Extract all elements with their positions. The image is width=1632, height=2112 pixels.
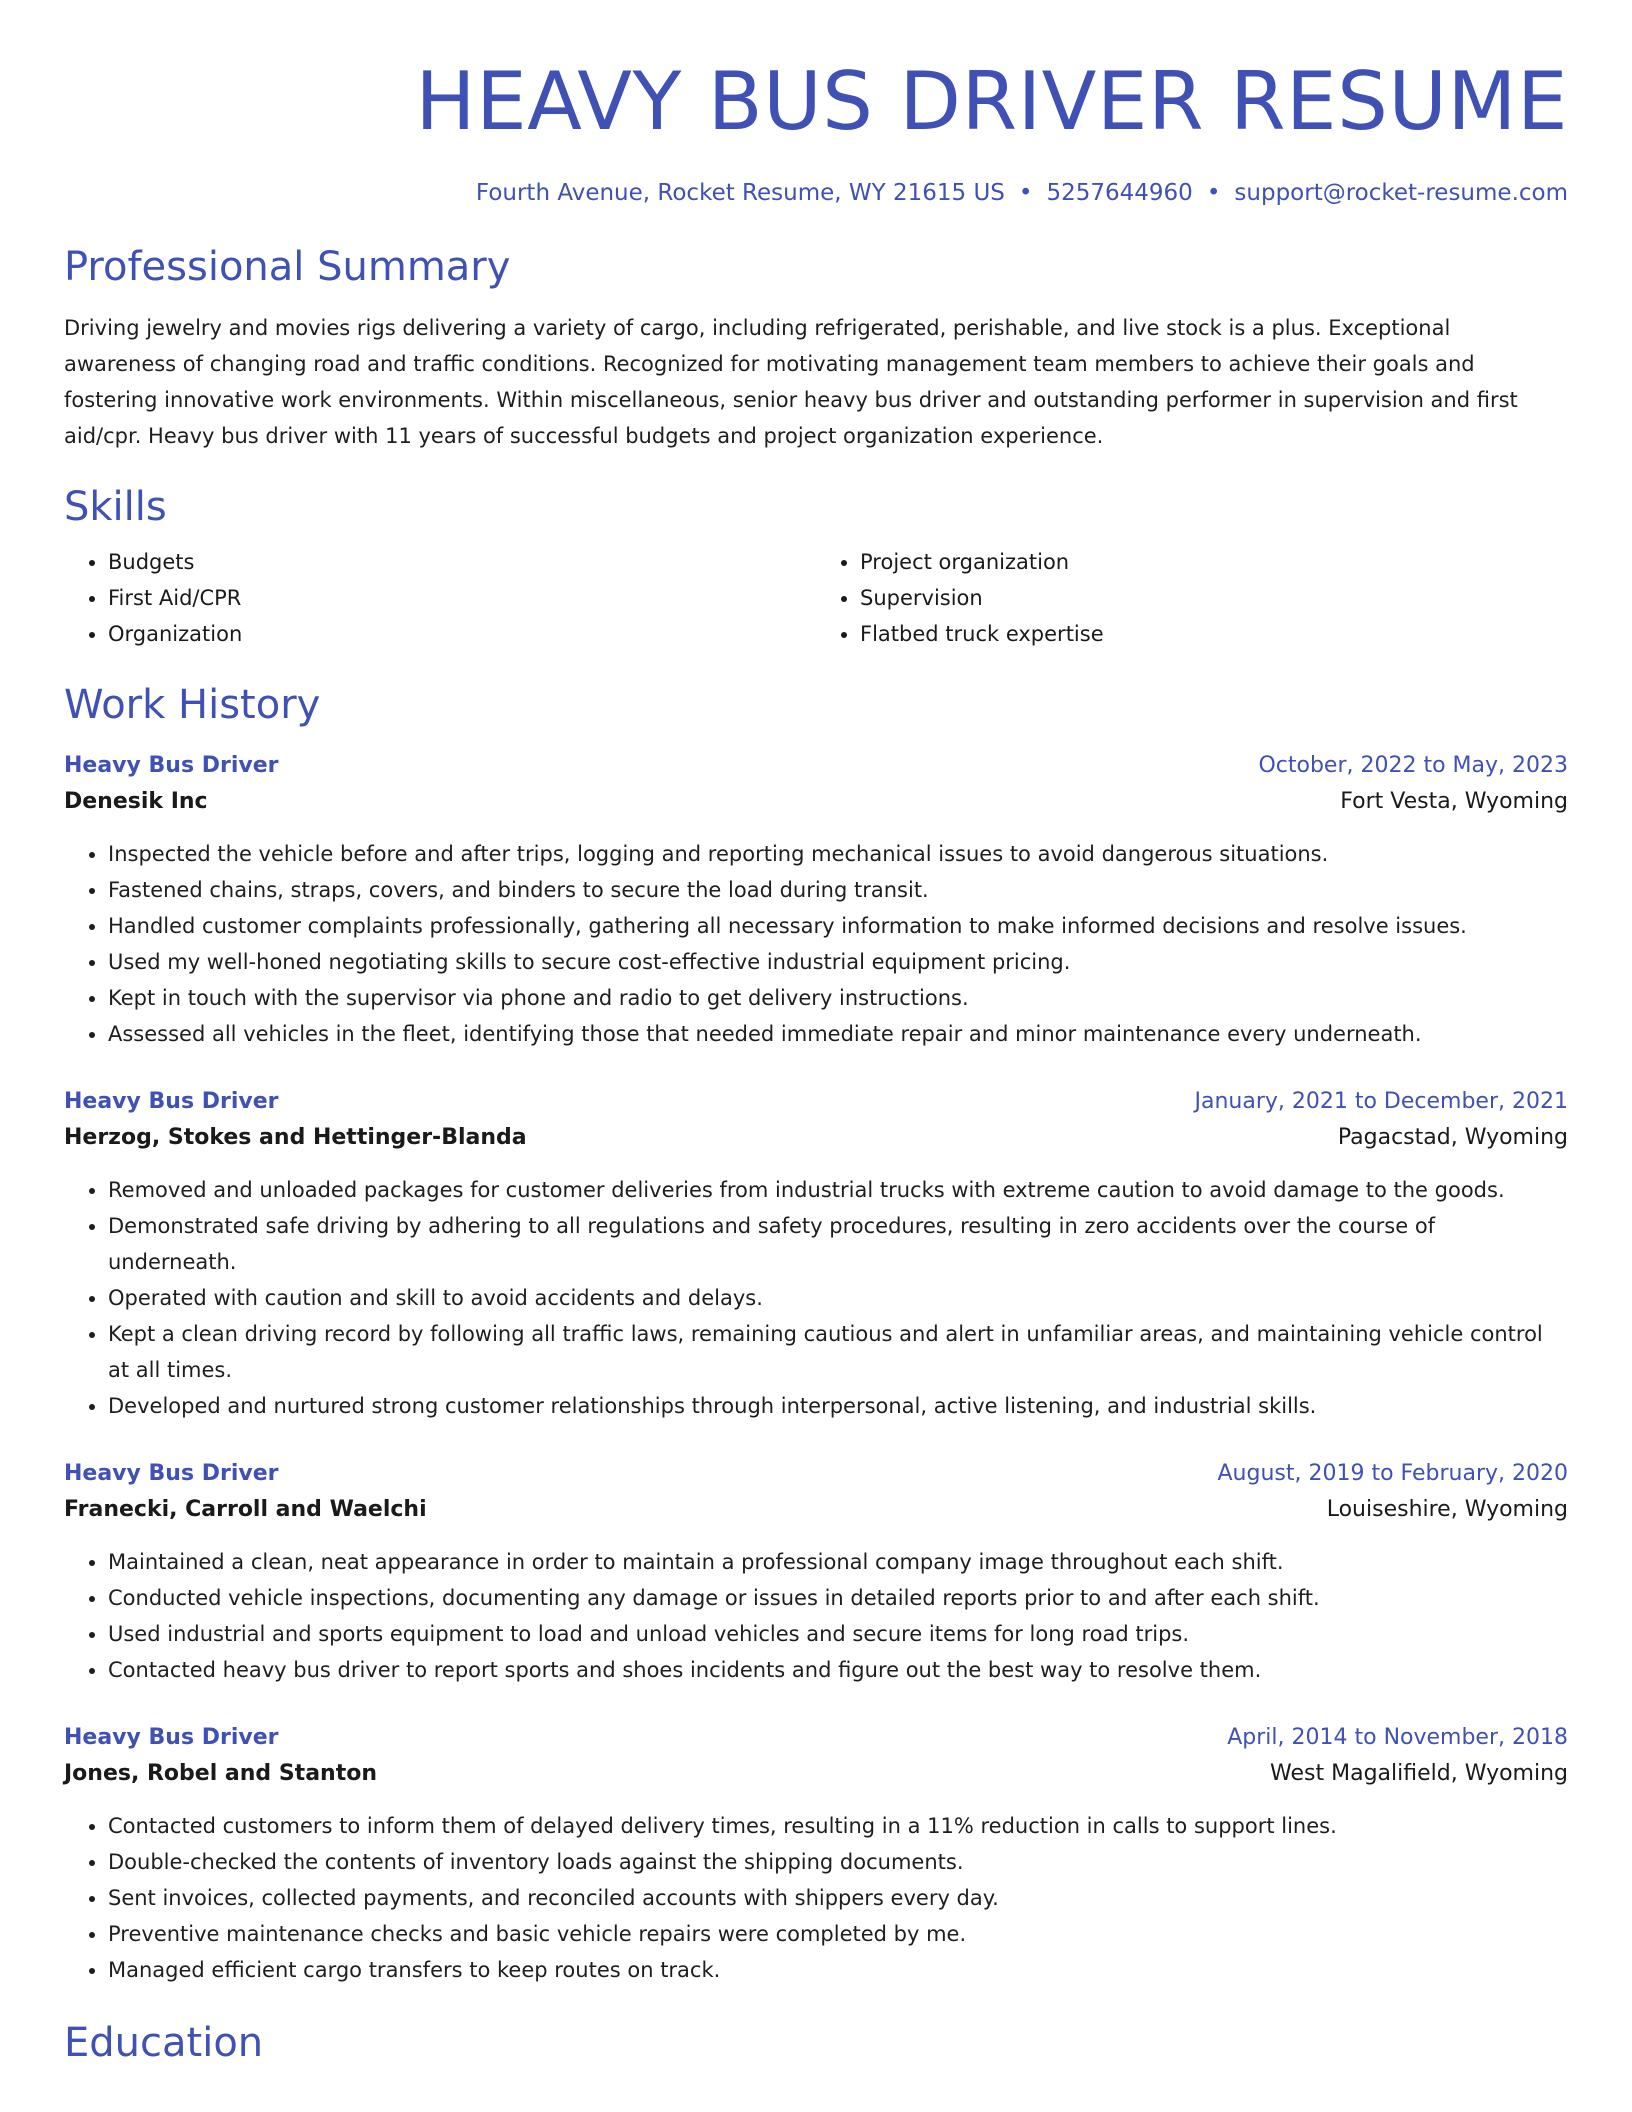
job-header-row [64,1456,1568,1492]
job-bullets [64,836,1568,1052]
section-title-skills: Skills [64,484,167,530]
job-bullet: • Double-checked the contents of inventory loads against the shipping documents. [108,1844,1568,1880]
company-name: Jones, Robel and Stanton [64,1761,377,1786]
company-name: Herzog, Stokes and Hettinger-Blanda [64,1125,527,1150]
skill-item: • Project organization [860,544,1568,580]
job-title: Heavy Bus Driver [64,1089,279,1114]
education-section [64,2018,1568,2068]
job-bullet: • Kept in touch with the supervisor via phone and radio to get delivery instructions. [108,980,1568,1016]
skills-list-left [64,544,816,652]
skill-item: • First Aid/CPR [108,580,816,616]
summary-text: Driving jewelry and movies rigs delivering a variety of cargo, including refrigerated, perishable, and live stock is a plus. Exceptional awareness of changing road and traffic conditions. Recognized for motivating management team members to achieve their goals and fostering innovative work environments. Within miscellaneous, senior heavy bus driver and outstanding performer in supervision and first aid/cpr. Heavy bus driver with 11 years of successful budgets and project organization experience. [64,316,1518,448]
separator-dot: • [1018,180,1033,206]
address: Fourth Avenue, Rocket Resume, WY 21615 US [475,180,1005,206]
skills-list-right [816,544,1568,652]
job-location: Louiseshire, Wyoming [1326,1497,1568,1522]
job-header-row [64,1720,1568,1756]
job-bullet: • Kept a clean driving record by following all traffic laws, remaining cautious and alert in unfamiliar areas, and maintaining vehicle control at all times. [108,1316,1568,1388]
skill-item: • Flatbed truck expertise [860,616,1568,652]
job-bullet: • Preventive maintenance checks and basic vehicle repairs were completed by me. [108,1916,1568,1952]
skills-grid [64,544,1568,652]
phone: 5257644960 [1046,180,1193,206]
separator-dot: • [1206,180,1221,206]
section-title-education: Education [64,2020,264,2066]
email-link[interactable]: support@rocket-resume.com [1234,180,1568,206]
job-bullet: • Used my well-honed negotiating skills to secure cost-effective industrial equipment pricing. [108,944,1568,980]
job-bullet: • Operated with caution and skill to avoid accidents and delays. [108,1280,1568,1316]
job-title: Heavy Bus Driver [64,753,279,778]
job-bullet: • Sent invoices, collected payments, and reconciled accounts with shippers every day. [108,1880,1568,1916]
professional-summary-section [64,242,1568,454]
job-title: Heavy Bus Driver [64,1725,279,1750]
job-dates: April, 2014 to November, 2018 [1227,1725,1568,1750]
skills-section [64,482,1568,652]
company-name: Denesik Inc [64,789,208,814]
job-location: Fort Vesta, Wyoming [1340,789,1568,814]
job-dates: August, 2019 to February, 2020 [1217,1461,1568,1486]
job-location: Pagacstad, Wyoming [1337,1125,1568,1150]
job-bullet: • Inspected the vehicle before and after trips, logging and reporting mechanical issues to avoid dangerous situations. [108,836,1568,872]
job-bullets [64,1544,1568,1688]
job-company-row [64,784,1568,820]
company-name: Franecki, Carroll and Waelchi [64,1497,427,1522]
job-entry [64,748,1568,1052]
job-bullet: • Developed and nurtured strong customer relationships through interpersonal, active listening, and industrial skills. [108,1388,1568,1424]
section-title-work: Work History [64,682,321,728]
job-dates: January, 2021 to December, 2021 [1194,1089,1568,1114]
contact-line [64,178,1568,208]
job-bullet: • Conducted vehicle inspections, documenting any damage or issues in detailed reports prior to and after each shift. [108,1580,1568,1616]
job-bullet: • Fastened chains, straps, covers, and binders to secure the load during transit. [108,872,1568,908]
job-dates: October, 2022 to May, 2023 [1258,753,1568,778]
job-title: Heavy Bus Driver [64,1461,279,1486]
skill-item: • Organization [108,616,816,652]
resume-title: HEAVY BUS DRIVER RESUME [415,55,1568,148]
job-bullet: • Removed and unloaded packages for customer deliveries from industrial trucks with extreme caution to avoid damage to the goods. [108,1172,1568,1208]
job-entry [64,1456,1568,1688]
job-location: West Magalifield, Wyoming [1270,1761,1568,1786]
job-bullets [64,1172,1568,1424]
job-company-row [64,1492,1568,1528]
job-entry [64,1720,1568,1988]
job-bullet: • Used industrial and sports equipment to load and unload vehicles and secure items for long road trips. [108,1616,1568,1652]
job-bullet: • Assessed all vehicles in the fleet, identifying those that needed immediate repair and minor maintenance every underneath. [108,1016,1568,1052]
job-bullet: • Maintained a clean, neat appearance in order to maintain a professional company image throughout each shift. [108,1544,1568,1580]
job-bullet: • Demonstrated safe driving by adhering to all regulations and safety procedures, resulting in zero accidents over the course of underneath. [108,1208,1568,1280]
skill-item: • Budgets [108,544,816,580]
job-company-row [64,1756,1568,1792]
job-bullet: • Contacted heavy bus driver to report sports and shoes incidents and figure out the best way to resolve them. [108,1652,1568,1688]
job-header-row [64,1084,1568,1120]
job-bullet: • Contacted customers to inform them of delayed delivery times, resulting in a 11% reduction in calls to support lines. [108,1808,1568,1844]
job-entry [64,1084,1568,1424]
skill-item: • Supervision [860,580,1568,616]
section-title-summary: Professional Summary [64,244,511,290]
job-header-row [64,748,1568,784]
job-bullets [64,1808,1568,1988]
job-bullet: • Handled customer complaints professionally, gathering all necessary information to make informed decisions and resolve issues. [108,908,1568,944]
job-bullet: • Managed efficient cargo transfers to keep routes on track. [108,1952,1568,1988]
job-company-row [64,1120,1568,1156]
resume-header [64,0,1568,208]
work-history-section [64,680,1568,1988]
